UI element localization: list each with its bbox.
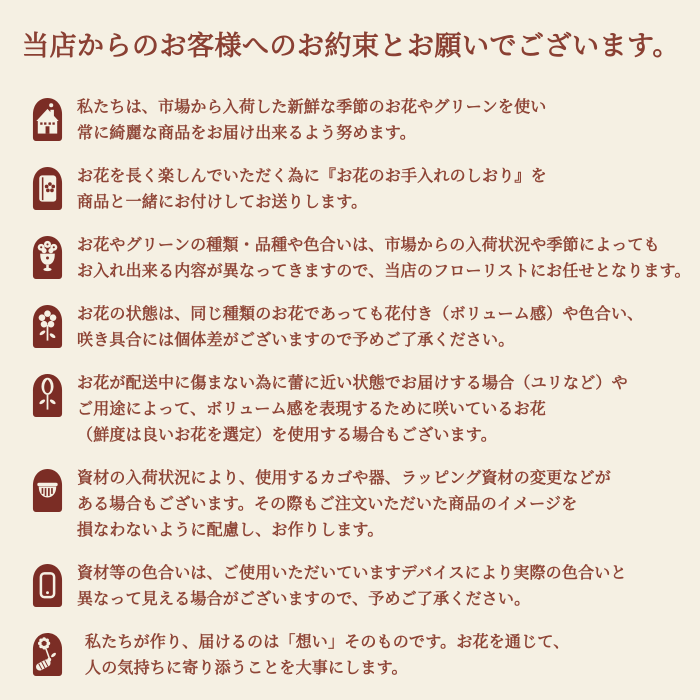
- promise-line: お花を長く楽しんでいただく為に『お花のお手入れのしおり』を: [77, 166, 547, 185]
- bouquet-icon: [31, 235, 64, 280]
- promise-line: 私たちが作り、届けるのは「想い」そのものです。お花を通じて、: [85, 632, 570, 651]
- promise-item-device-colors: [22, 560, 692, 612]
- house-icon: [31, 97, 64, 142]
- promise-text: [77, 163, 547, 215]
- promise-item-materials-change: [22, 465, 692, 543]
- promise-line: お花の状態は、同じ種類のお花であっても花付き（ボリューム感）や色合い、: [77, 304, 644, 323]
- promise-item-flower-condition: [22, 301, 692, 353]
- promise-line: お花が配送中に傷まない為に蕾に近い状態でお届けする場合（ユリなど）や: [77, 373, 628, 392]
- promise-line: ある場合もございます。その際もご注文いただいた商品のイメージを: [77, 494, 578, 513]
- promise-line: 商品と一緒にお付けしてお送りします。: [77, 192, 368, 211]
- promise-line: 咲き具合には個体差がございますので予めご了承ください。: [77, 330, 515, 349]
- promise-line: お花やグリーンの種類・品種や色合いは、市場からの入荷状況や季節によっても: [77, 235, 660, 254]
- promise-line: 損なわないように配慮し、お作りします。: [77, 520, 384, 539]
- promise-item-care-leaflet: [22, 163, 692, 215]
- promise-line: 常に綺麗な商品をお届け出来るよう努めます。: [77, 123, 416, 142]
- promise-line: 資材の入荷状況により、使用するカゴや器、ラッピング資材の変更などが: [77, 468, 611, 487]
- promise-line: （鮮度は良いお花を選定）を使用する場合もございます。: [77, 425, 497, 444]
- promise-line: 異なって見える場合がございますので、予めご了承ください。: [77, 589, 531, 608]
- smartphone-icon: [31, 563, 64, 608]
- promise-item-bud-delivery: [22, 370, 692, 448]
- flower-bud-icon: [31, 373, 64, 418]
- promise-line: 資材等の色合いは、ご使用いただいていますデバイスにより実際の色合いと: [77, 563, 627, 582]
- promise-line: 私たちは、市場から入荷した新鮮な季節のお花やグリーンを使い: [77, 97, 547, 116]
- promise-line: お入れ出来る内容が異なってきますので、当店のフローリストにお任せとなります。: [77, 261, 691, 280]
- promise-item-our-feelings: [22, 629, 692, 681]
- promise-line: 人の気持ちに寄り添うことを大事にします。: [85, 658, 408, 677]
- promise-text: [77, 232, 691, 284]
- flower-icon: [31, 304, 64, 349]
- basket-icon: [31, 468, 64, 513]
- care-leaflet-icon: [31, 166, 64, 211]
- promise-text: [77, 301, 643, 353]
- promise-text: [77, 629, 569, 681]
- promise-item-florist-choice: [22, 232, 692, 284]
- hand-flower-icon: [31, 632, 64, 677]
- page-title: 当店からのお客様へのお約束とお願いでございます。: [22, 31, 680, 62]
- promise-text: [77, 465, 611, 543]
- promise-text: [77, 560, 627, 612]
- promise-text: [77, 94, 546, 146]
- promise-text: [77, 370, 628, 448]
- promise-line: ご用途によって、ボリューム感を表現するために咲いているお花: [77, 399, 547, 418]
- promise-item-fresh-flowers: [22, 94, 692, 146]
